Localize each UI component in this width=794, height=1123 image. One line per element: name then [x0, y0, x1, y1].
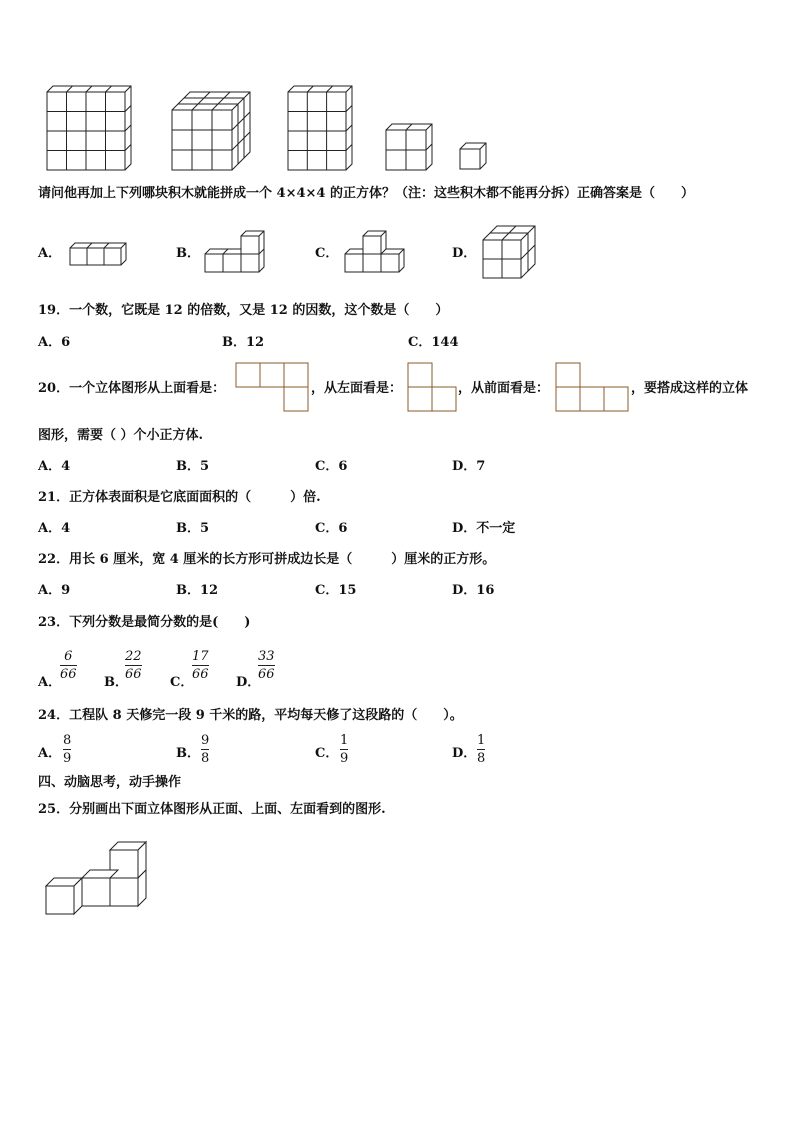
q24-option-a-label[interactable]: A． [38, 746, 62, 761]
q23-option-b-numerator: 22 [125, 649, 142, 664]
q24-option-a-numerator: 8 [63, 733, 72, 748]
q22-option-a[interactable]: A．9 [38, 583, 71, 598]
q21-option-c[interactable]: C．6 [315, 521, 348, 536]
q23-option-a-fraction [60, 649, 77, 682]
q23-option-c-numerator: 17 [192, 649, 209, 664]
q23-option-a-numerator: 6 [64, 649, 73, 664]
q24-option-d-denominator: 8 [477, 751, 486, 766]
q19-question: 19．一个数，它既是 12 的倍数，又是 12 的因数，这个数是（ ） [38, 303, 449, 318]
q20-left-view [408, 363, 460, 413]
q23-option-b-label[interactable]: B． [104, 675, 128, 690]
q18-option-a-figure [70, 242, 130, 272]
block-figure-single-cube [460, 143, 490, 173]
q24-option-c-fraction [340, 733, 348, 766]
q20-front-view [556, 363, 631, 413]
q18-option-b-figure [205, 232, 275, 277]
q23-option-d-numerator: 33 [258, 649, 275, 664]
q20-text-line2: 图形，需要（ ）个小正方体. [38, 428, 204, 443]
q18-option-d-figure [483, 226, 543, 284]
q19-option-a[interactable]: A．6 [38, 335, 71, 350]
q24-question: 24．工程队 8 天修完一段 9 千米的路，平均每天修了这段路的（ ）。 [38, 708, 463, 723]
block-figure-4x4-wall [47, 86, 137, 176]
q18-question: 请问他再加上下列哪块积木就能拼成一个 4×4×4 的正方体？（注：这些积木都不能再分拆）正确答案是（ ） [38, 186, 694, 201]
q20-text-part4: ，要搭成这样的立体 [631, 381, 749, 396]
q20-text-part3: ，从前面看是： [458, 381, 550, 396]
block-figure-3x3-cube [172, 92, 252, 172]
q25-question: 25．分别画出下面立体图形从正面、上面、左面看到的图形. [38, 802, 386, 817]
q21-option-d[interactable]: D．不一定 [452, 521, 516, 536]
q21-option-a[interactable]: A．4 [38, 521, 71, 536]
q23-option-c-fraction [192, 649, 209, 682]
q24-option-c-numerator: 1 [340, 733, 349, 748]
q18-option-a-label[interactable]: A． [38, 246, 62, 261]
q24-option-b-denominator: 8 [201, 751, 210, 766]
q21-question: 21．正方体表面积是它底面面积的（ ）倍. [38, 490, 321, 505]
q20-option-c[interactable]: C．6 [315, 459, 348, 474]
q19-option-b[interactable]: B．12 [222, 335, 265, 350]
q22-option-b[interactable]: B．12 [176, 583, 219, 598]
q24-option-c-denominator: 9 [340, 751, 349, 766]
q24-option-a-fraction [63, 733, 71, 766]
block-figure-2x2-wall [386, 124, 436, 174]
q20-option-b[interactable]: B．5 [176, 459, 210, 474]
q24-option-d-label[interactable]: D． [452, 746, 477, 761]
section-4-heading: 四、动脑思考，动手操作 [38, 775, 182, 790]
q23-option-d-fraction [258, 649, 275, 682]
q22-option-c[interactable]: C．15 [315, 583, 357, 598]
q23-option-b-fraction [125, 649, 142, 682]
q22-question: 22．用长 6 厘米，宽 4 厘米的长方形可拼成边长是（ ）厘米的正方形。 [38, 552, 496, 567]
q18-option-c-label[interactable]: C． [315, 246, 339, 261]
q24-option-b-label[interactable]: B． [176, 746, 200, 761]
q23-option-d-label[interactable]: D． [236, 675, 261, 690]
q22-option-d[interactable]: D．16 [452, 583, 495, 598]
q24-option-b-numerator: 9 [201, 733, 210, 748]
q23-option-a-label[interactable]: A． [38, 675, 62, 690]
q20-text-part2: ，从左面看是： [311, 381, 403, 396]
q24-option-c-label[interactable]: C． [315, 746, 339, 761]
q24-option-a-denominator: 9 [63, 751, 72, 766]
q23-option-b-denominator: 66 [125, 667, 142, 682]
q23-option-c-denominator: 66 [192, 667, 209, 682]
q18-option-c-figure [345, 232, 415, 277]
q25-solid-figure [44, 838, 154, 918]
q23-option-d-denominator: 66 [258, 667, 275, 682]
q23-question: 23．下列分数是最简分数的是( ) [38, 615, 251, 630]
q24-option-b-fraction [201, 733, 209, 766]
q18-option-d-label[interactable]: D． [452, 246, 477, 261]
q23-option-c-label[interactable]: C． [170, 675, 194, 690]
q21-option-b[interactable]: B．5 [176, 521, 210, 536]
q24-option-d-fraction [477, 733, 485, 766]
block-figure-3x4-wall [288, 86, 358, 176]
q18-option-b-label[interactable]: B． [176, 246, 200, 261]
q23-option-a-denominator: 66 [60, 667, 77, 682]
q20-option-a[interactable]: A．4 [38, 459, 71, 474]
q19-option-c[interactable]: C．144 [408, 335, 459, 350]
q20-top-view [236, 363, 311, 413]
q20-text-part1: 20．一个立体图形从上面看是： [38, 381, 226, 396]
q24-option-d-numerator: 1 [477, 733, 486, 748]
q20-option-d[interactable]: D．7 [452, 459, 486, 474]
